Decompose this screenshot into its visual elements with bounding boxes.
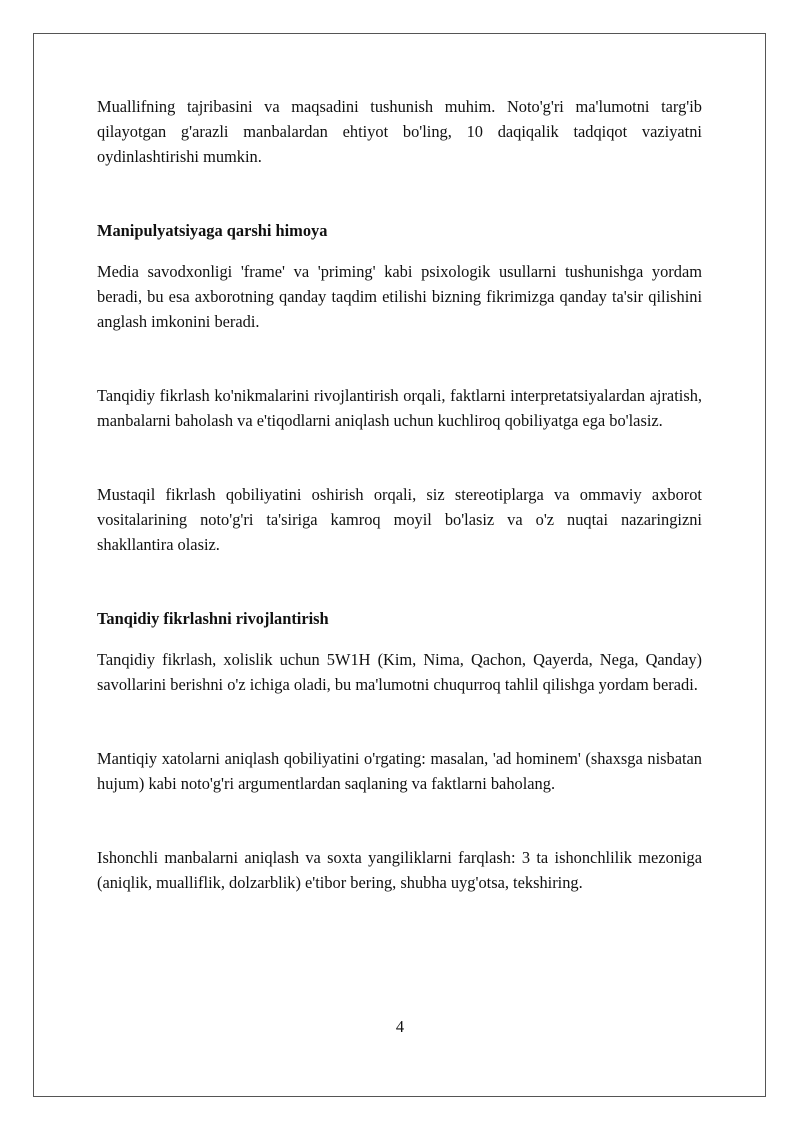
paragraph-author-intent: Muallifning tajribasini va maqsadini tushunish muhim. Noto'g'ri ma'lumotni targ'ib qilayotgan g'arazli manbalardan ehtiyot bo'ling, 10 daqiqalik tadqiqot vaziyatni oydinlashtirishi mumkin. xyxy=(97,97,702,166)
paragraph-logical-fallacies: Mantiqiy xatolarni aniqlash qobiliyatini o'rgating: masalan, 'ad hominem' (shaxsga nisbatan hujum) kabi noto'g'ri argumentlardan saqlaning va faktlarni baholang. xyxy=(97,749,702,793)
page-number: 4 xyxy=(395,1017,405,1036)
paragraph-5w1h: Tanqidiy fikrlash, xolislik uchun 5W1H (Kim, Nima, Qachon, Qayerda, Nega, Qanday) savollarini berishni o'z ichiga oladi, bu ma'lumotni chuqurroq tahlil qilishga yordam beradi. xyxy=(97,650,702,694)
paragraph-reliable-sources: Ishonchli manbalarni aniqlash va soxta yangiliklarni farqlash: 3 ta ishonchlilik mezoniga (aniqlik, mualliflik, dolzarblik) e'tibor bering, shubha uyg'otsa, tekshiring. xyxy=(97,848,702,892)
paragraph-critical-skills: Tanqidiy fikrlash ko'nikmalarini rivojlantirish orqali, faktlarni interpretatsiyalardan ajratish, manbalarni baholash va e'tiqodlarni aniqlash uchun kuchliroq qobiliyatga ega bo'lasiz. xyxy=(97,386,702,430)
paragraph-independent-thinking: Mustaqil fikrlash qobiliyatini oshirish orqali, siz stereotiplarga va ommaviy axborot vositalarining noto'g'ri ta'siriga kamroq moyil bo'lasiz va o'z nuqtai nazaringizni shakllantira olasiz. xyxy=(97,485,702,554)
heading-critical-thinking-development: Tanqidiy fikrlashni rivojlantirish xyxy=(97,609,329,628)
heading-manipulation-protection: Manipulyatsiyaga qarshi himoya xyxy=(97,221,328,240)
page-content xyxy=(97,94,702,895)
paragraph-media-literacy: Media savodxonligi 'frame' va 'priming' kabi psixologik usullarni tushunishga yordam beradi, bu esa axborotning qanday taqdim etilishi bizning fikrimizga qanday ta'sir qilishini anglash imkonini beradi. xyxy=(97,262,702,331)
